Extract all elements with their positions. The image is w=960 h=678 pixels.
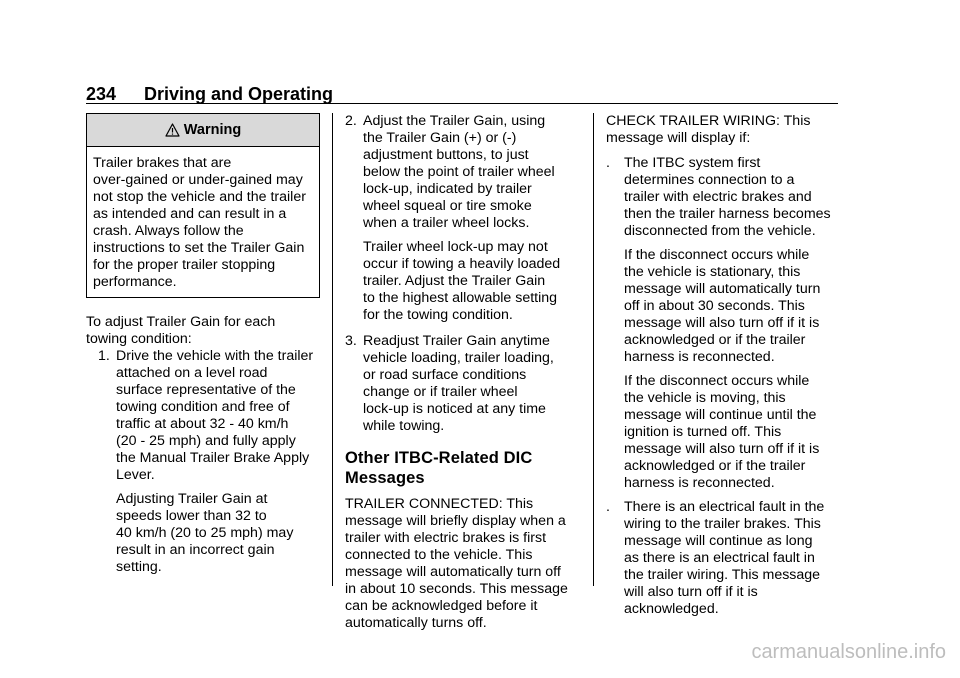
warning-line: Trailer brakes that are <box>93 155 232 171</box>
list-item <box>606 499 840 618</box>
step-note-line: speeds lower than 32 to <box>116 508 267 524</box>
step-note-line: result in an incorrect gain <box>116 542 275 558</box>
warning-header <box>87 114 319 147</box>
warning-box <box>86 113 320 298</box>
step-line: change or if trailer wheel <box>363 384 518 400</box>
page-header <box>86 84 333 104</box>
step-line: Drive the vehicle with the trailer <box>116 348 314 364</box>
steps-list <box>86 348 320 576</box>
subsection-title <box>345 448 583 488</box>
page-number: 234 <box>86 84 117 104</box>
intro-paragraph <box>86 314 320 348</box>
warning-line: crash. Always follow the <box>93 223 244 239</box>
step-line: traffic at about 32 - 40 km/h <box>116 416 289 432</box>
warning-line: over-gained or under-gained may <box>93 172 303 188</box>
bullet-note-line: off in about 30 seconds. This <box>624 298 805 314</box>
step-line: lock-up is noticed at any time <box>363 401 546 417</box>
bullet-line: determines connection to a <box>624 172 795 188</box>
section-title: Driving and Operating <box>144 84 334 104</box>
paragraph-line: message will briefly display when a <box>345 513 566 529</box>
step-line: (20 - 25 mph) and fully apply <box>116 433 296 449</box>
column-divider <box>593 113 594 586</box>
column-divider <box>332 113 333 586</box>
trailer-connected-paragraph <box>345 496 583 632</box>
step-item <box>86 348 320 576</box>
bullet-line: The ITBC system first <box>624 155 761 171</box>
bullet-note-line: acknowledged or if the trailer <box>624 458 806 474</box>
bullet-note-line: harness is reconnected. <box>624 349 775 365</box>
bullet-note-line: message will also turn off if it is <box>624 441 820 457</box>
bullet-note-line: acknowledged or if the trailer <box>624 332 806 348</box>
step-note-line: Adjusting Trailer Gain at <box>116 491 268 507</box>
steps-list-continued <box>345 113 583 435</box>
bullet-note-line: the vehicle is stationary, this <box>624 264 801 280</box>
paragraph-line: connected to the vehicle. This <box>345 547 533 563</box>
intro-line: towing condition: <box>86 331 192 347</box>
bullet-note-line: harness is reconnected. <box>624 475 775 491</box>
step-number: 2. <box>345 113 357 129</box>
warning-line: for the proper trailer stopping <box>93 257 276 273</box>
warning-line: performance. <box>93 274 177 290</box>
paragraph-line: automatically turns off. <box>345 615 487 631</box>
step-note-line: trailer. Adjust the Trailer Gain <box>363 273 546 289</box>
warning-line: not stop the vehicle and the trailer <box>93 189 306 205</box>
bullet-line: as there is an electrical fault in <box>624 550 815 566</box>
subsection-title-line: Other ITBC-Related DIC <box>345 449 533 467</box>
bullet-line: message will continue as long <box>624 533 813 549</box>
step-line: adjustment buttons, to just <box>363 147 529 163</box>
step-line: Readjust Trailer Gain anytime <box>363 333 550 349</box>
step-line: lock-up, indicated by trailer <box>363 181 532 197</box>
intro-line: To adjust Trailer Gain for each <box>86 314 276 330</box>
warning-title: Warning <box>183 121 242 138</box>
step-note-line: for the towing condition. <box>363 307 513 323</box>
warning-line: as intended and can result in a <box>93 206 287 222</box>
step-line: vehicle loading, trailer loading, <box>363 350 554 366</box>
paragraph-line: TRAILER CONNECTED: This <box>345 496 534 512</box>
step-line: the Trailer Gain (+) or (-) <box>363 130 517 146</box>
bullet-line: There is an electrical fault in the <box>624 499 825 515</box>
bullet-line: wiring to the trailer brakes. This <box>624 516 821 532</box>
paragraph-line: trailer with electric brakes is first <box>345 530 547 546</box>
bullet-line: acknowledged. <box>624 601 719 617</box>
bullet-note-line: If the disconnect occurs while <box>624 373 810 389</box>
warning-triangle-icon <box>165 123 180 137</box>
step-note-line: setting. <box>116 559 162 575</box>
bullet-note <box>624 373 840 492</box>
check-wiring-intro <box>606 113 840 147</box>
step-note-line: to the highest allowable setting <box>363 290 558 306</box>
subsection-title-line: Messages <box>345 469 425 487</box>
step-number: 3. <box>345 333 357 349</box>
step-note-line: occur if towing a heavily loaded <box>363 256 561 272</box>
warning-line: instructions to set the Trailer Gain <box>93 240 305 256</box>
bullet-note-line: message will automatically turn <box>624 281 821 297</box>
paragraph-line: message will automatically turn off <box>345 564 561 580</box>
step-item <box>345 113 583 324</box>
bullet-line: will also turn off if it is <box>624 584 758 600</box>
step-note <box>116 491 320 576</box>
step-line: Lever. <box>116 467 155 483</box>
step-line: wheel squeal or tire smoke <box>363 198 532 214</box>
bullet-line: disconnected from the vehicle. <box>624 223 816 239</box>
step-line: or road surface conditions <box>363 367 527 383</box>
step-number: 1. <box>98 348 110 364</box>
column-2 <box>345 113 583 632</box>
paragraph-line: message will display if: <box>606 130 751 146</box>
step-line: towing condition and free of <box>116 399 290 415</box>
bullet-note-line: message will continue until the <box>624 407 817 423</box>
bullet-line: then the trailer harness becomes <box>624 206 831 222</box>
step-line: the Manual Trailer Brake Apply <box>116 450 310 466</box>
bullet-line: the trailer wiring. This message <box>624 567 821 583</box>
paragraph-line: CHECK TRAILER WIRING: This <box>606 113 811 129</box>
step-line: while towing. <box>363 418 445 434</box>
bullet-marker: . <box>606 499 610 515</box>
header-rule <box>86 103 838 104</box>
bullet-marker: . <box>606 155 610 171</box>
step-note <box>363 239 583 324</box>
column-1 <box>86 113 320 576</box>
step-line: attached on a level road <box>116 365 268 381</box>
step-line: below the point of trailer wheel <box>363 164 555 180</box>
warning-body <box>87 147 319 297</box>
paragraph-line: in about 10 seconds. This message <box>345 581 568 597</box>
paragraph-line: can be acknowledged before it <box>345 598 538 614</box>
step-line: Adjust the Trailer Gain, using <box>363 113 546 129</box>
watermark: carmanualsonline.info <box>751 641 946 663</box>
list-item <box>606 155 840 492</box>
bullet-note-line: message will also turn off if it is <box>624 315 820 331</box>
check-wiring-list <box>606 155 840 618</box>
step-note-line: 40 km/h (20 to 25 mph) may <box>116 525 294 541</box>
bullet-note-line: ignition is turned off. This <box>624 424 782 440</box>
step-note-line: Trailer wheel lock-up may not <box>363 239 548 255</box>
bullet-note-line: the vehicle is moving, this <box>624 390 786 406</box>
step-item <box>345 333 583 435</box>
bullet-note <box>624 247 840 366</box>
step-line: surface representative of the <box>116 382 296 398</box>
bullet-note-line: If the disconnect occurs while <box>624 247 810 263</box>
column-3 <box>606 113 840 618</box>
bullet-line: trailer with electric brakes and <box>624 189 812 205</box>
step-line: when a trailer wheel locks. <box>363 215 530 231</box>
